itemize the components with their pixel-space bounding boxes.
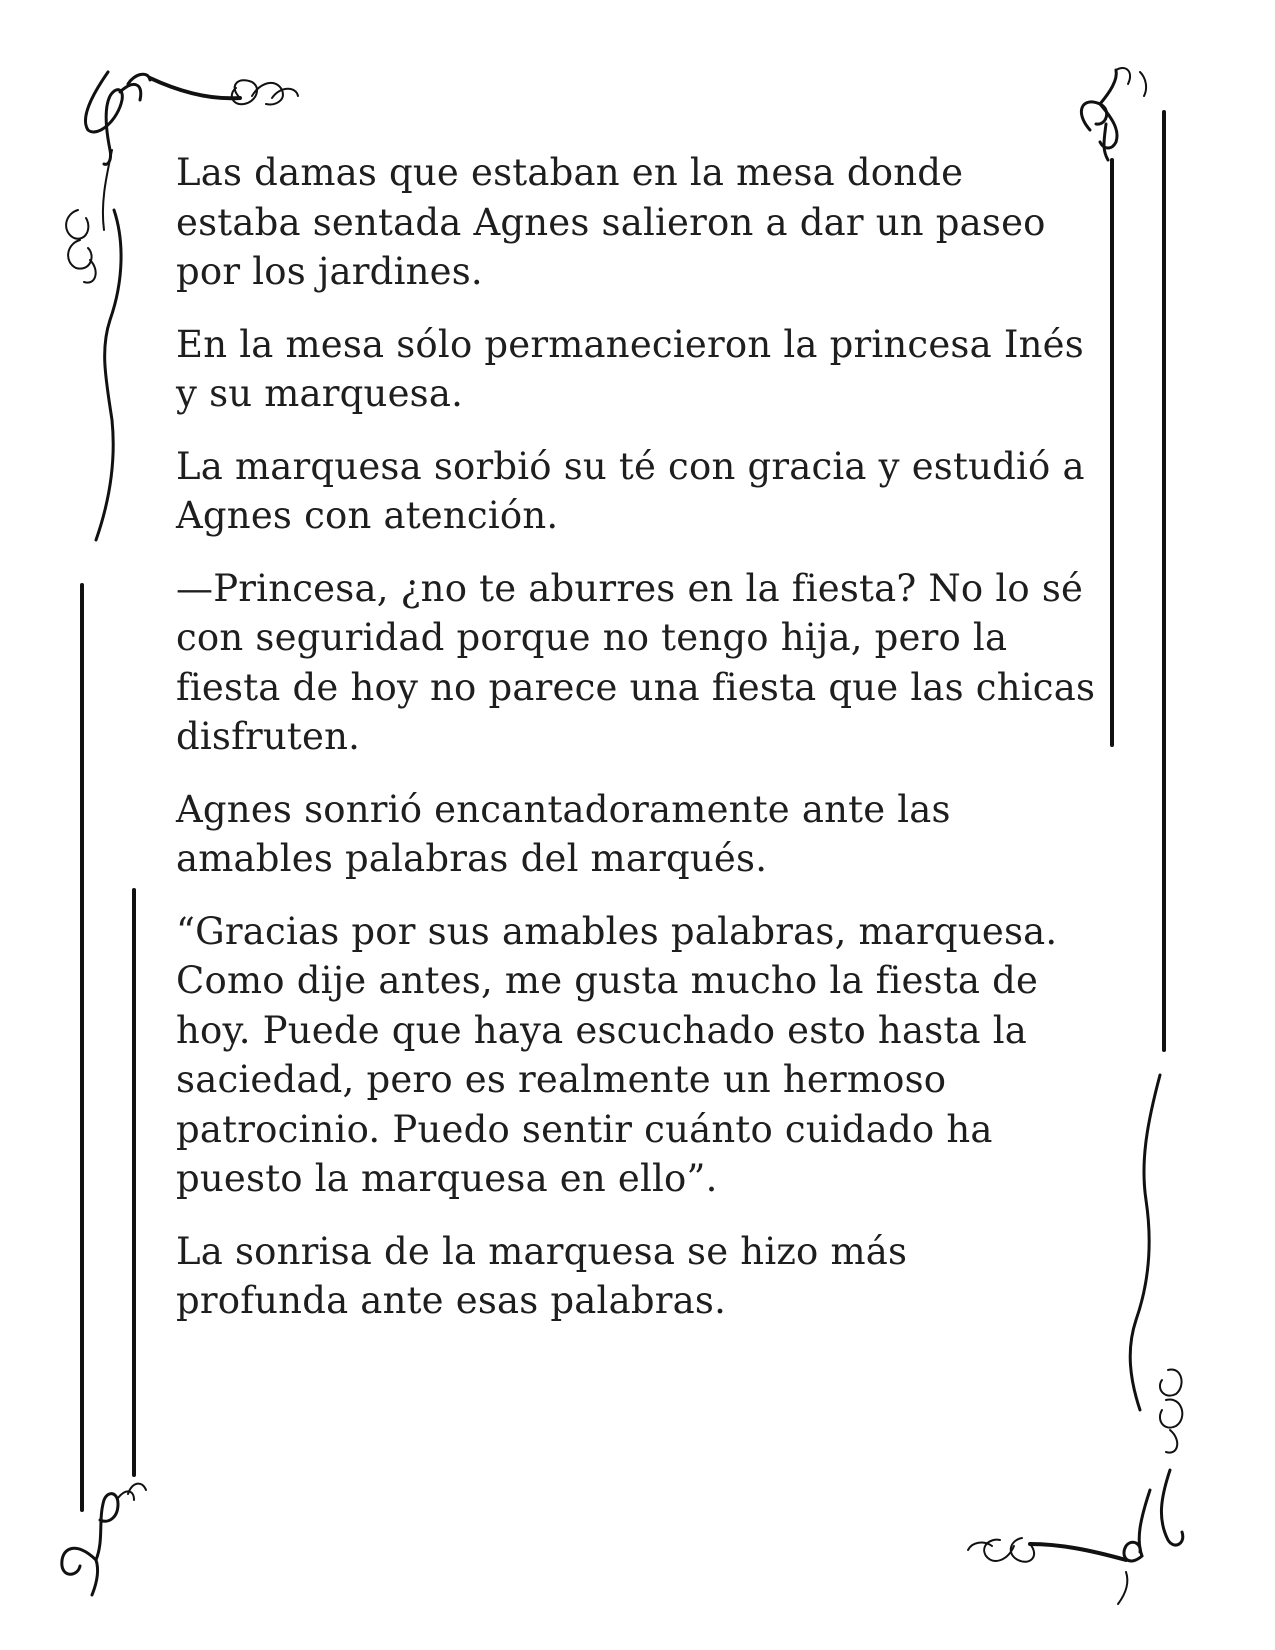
- paragraph-6: “Gracias por sus amables palabras, marquesa. Como dije antes, me gusta mucho la fiesta de hoy. Puede que haya escuchado esto hasta la saciedad, pero es realmente un hermoso patrocinio. Puedo sentir cuánto cuidado ha puesto la marquesa en ello”.: [176, 909, 1058, 1200]
- bottom-left-flourish-ornament: [62, 1484, 146, 1595]
- paragraph-7: La sonrisa de la marquesa se hizo más profunda ante esas palabras.: [176, 1229, 908, 1322]
- paragraph-2: En la mesa sólo permanecieron la princesa Inés y su marquesa.: [176, 322, 1084, 415]
- paragraph-1: Las damas que estaban en la mesa donde estaba sentada Agnes salieron a dar un paseo por los jardines.: [176, 151, 1046, 293]
- paragraph-3: La marquesa sorbió su té con gracia y estudió a Agnes con atención.: [176, 444, 1085, 537]
- paragraph-5: Agnes sonrió encantadoramente ante las amables palabras del marqués.: [176, 787, 951, 880]
- top-right-flourish-ornament: [1081, 68, 1146, 160]
- paragraph-4: —Princesa, ¿no te aburres en la fiesta? No lo sé con seguridad porque no tengo hija, pero la fiesta de hoy no parece una fiesta que las chicas disfruten.: [176, 566, 1096, 758]
- story-text: [176, 148, 1116, 1349]
